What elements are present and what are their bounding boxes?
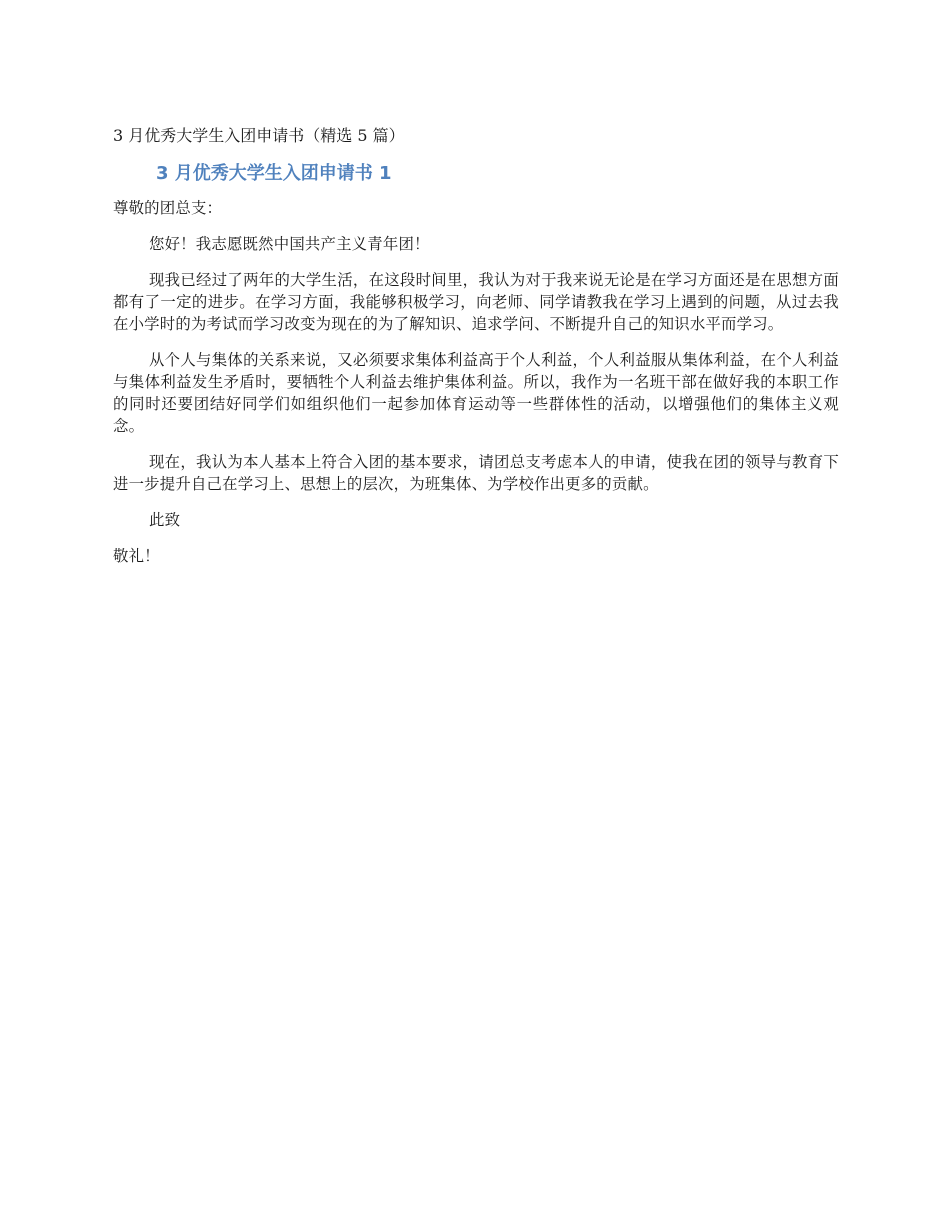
body-paragraph: 现在，我认为本人基本上符合入团的基本要求，请团总支考虑本人的申请，使我在团的领导与教育下进一步提升自己在学习上、思想上的层次，为班集体、为学校作出更多的贡献。 bbox=[113, 453, 839, 493]
body-paragraph: 现我已经过了两年的大学生活，在这段时间里，我认为对于我来说无论是在学习方面还是在思想方面都有了一定的进步。在学习方面，我能够积极学习，向老师、同学请教我在学习上遇到的问题，从过去我在小学时的为考试而学习改变为现在的为了解知识、追求学问、不断提升自己的知识水平而学习。 bbox=[113, 271, 839, 333]
salutation: 尊敬的团总支： bbox=[113, 199, 223, 217]
regards-line: 敬礼！ bbox=[113, 547, 160, 565]
document-page bbox=[113, 124, 839, 581]
body-paragraph: 从个人与集体的关系来说，又必须要求集体利益高于个人利益，个人利益服从集体利益，在个人利益与集体利益发生矛盾时，要牺牲个人利益去维护集体利益。所以，我作为一名班干部在做好我的本职工作的同时还要团结好同学们如组织他们一起参加体育运动等一些群体性的活动，以增强他们的集体主义观念。 bbox=[113, 351, 839, 435]
section-heading: 3 月优秀大学生入团申请书 1 bbox=[156, 163, 392, 184]
closing-line: 此致 bbox=[149, 511, 181, 529]
greeting: 您好！我志愿既然中国共产主义青年团！ bbox=[149, 235, 430, 253]
document-title: 3 月优秀大学生入团申请书（精选 5 篇） bbox=[113, 126, 405, 145]
